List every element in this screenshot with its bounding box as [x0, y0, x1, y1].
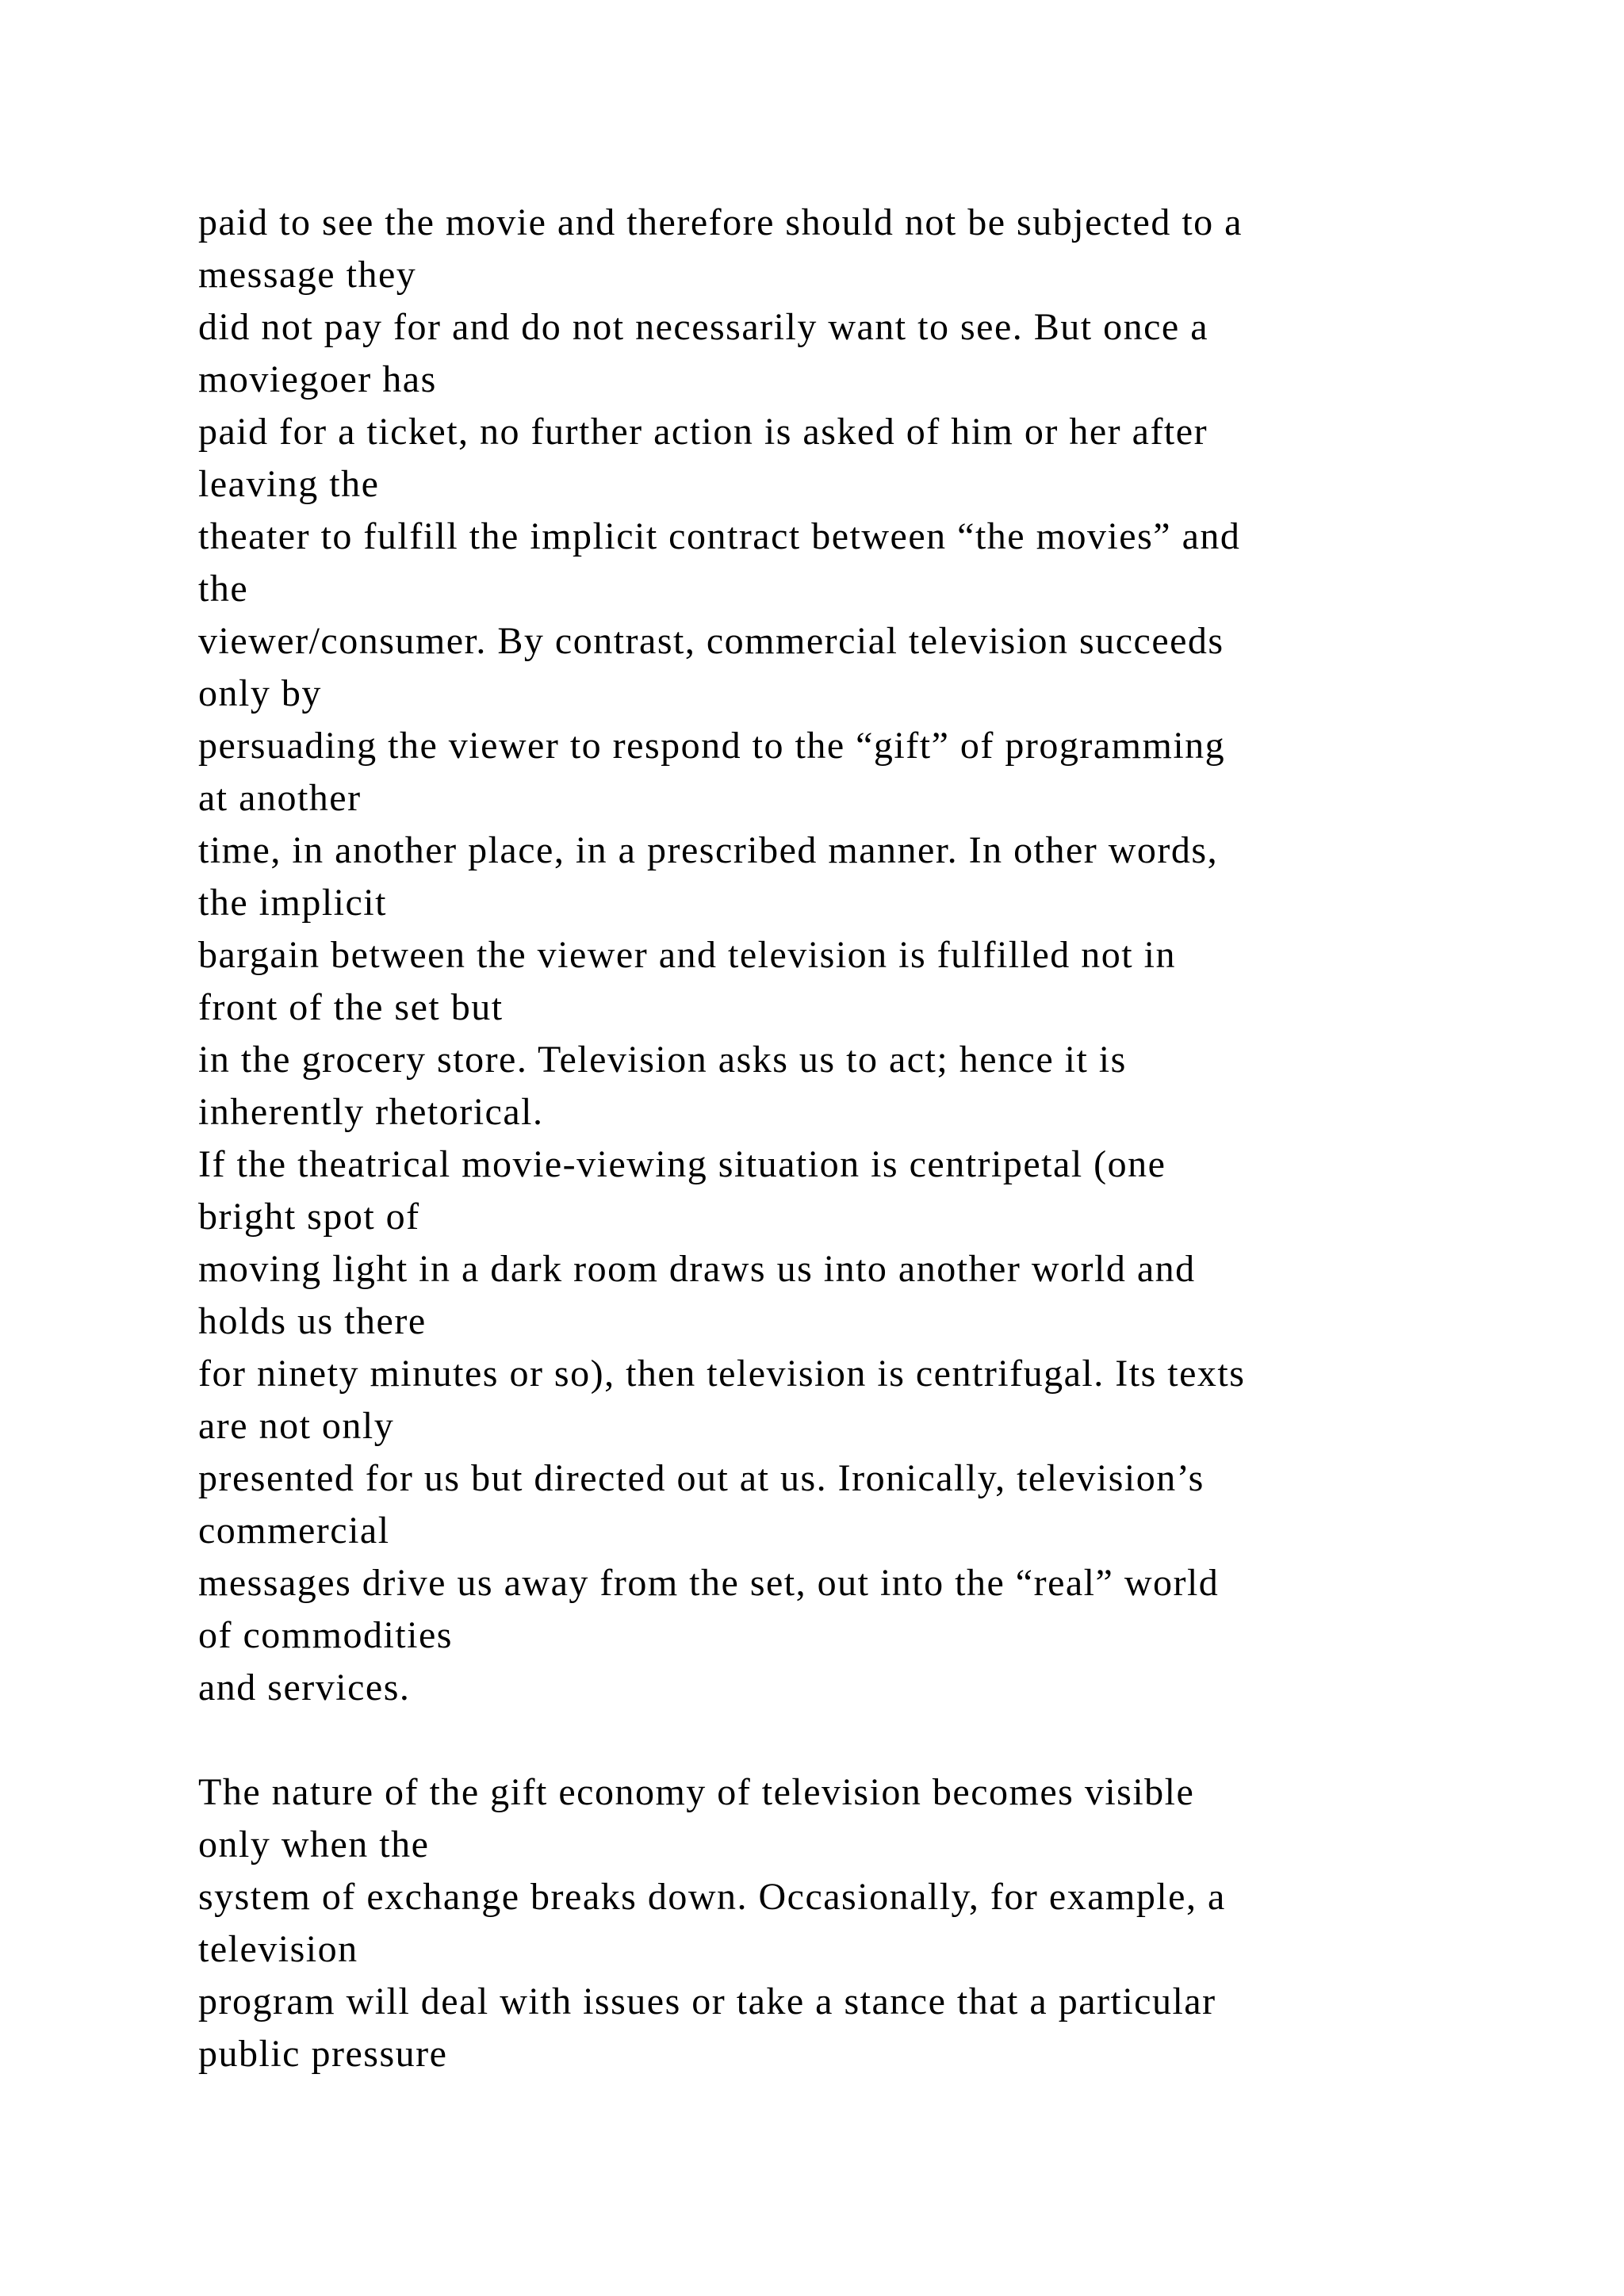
text-line: leaving the — [198, 463, 380, 505]
paragraph-break — [198, 1714, 1435, 1766]
text-line: of commodities — [198, 1614, 453, 1656]
text-line: television — [198, 1928, 358, 1970]
text-line: paid to see the movie and therefore should not be subjected to a — [198, 201, 1243, 243]
text-line: for ninety minutes or so), then television is centrifugal. Its texts — [198, 1353, 1246, 1395]
text-line: did not pay for and do not necessarily want to see. But once a — [198, 306, 1209, 348]
text-line: only when the — [198, 1823, 430, 1866]
text-line: in the grocery store. Television asks us to act; hence it is — [198, 1039, 1127, 1081]
text-line: messages drive us away from the set, out into the “real” world — [198, 1562, 1220, 1604]
text-line: presented for us but directed out at us. Ironically, television’s — [198, 1457, 1205, 1499]
text-line: at another — [198, 777, 362, 819]
text-line: If the theatrical movie-viewing situation is centripetal (one — [198, 1143, 1166, 1185]
text-line: viewer/consumer. By contrast, commercial television succeeds — [198, 620, 1224, 662]
text-line: message they — [198, 254, 417, 296]
text-line: are not only — [198, 1405, 395, 1447]
text-line: moviegoer has — [198, 358, 437, 400]
document-text — [198, 197, 1435, 2080]
text-line: inherently rhetorical. — [198, 1091, 544, 1133]
paragraph — [198, 1766, 1435, 2080]
text-line: persuading the viewer to respond to the “gift” of programming — [198, 725, 1226, 767]
text-line: The nature of the gift economy of television becomes visible — [198, 1771, 1195, 1813]
text-line: the — [198, 568, 249, 610]
text-line: commercial — [198, 1510, 390, 1552]
paragraph — [198, 197, 1435, 1714]
text-line: holds us there — [198, 1300, 427, 1342]
text-line: and services. — [198, 1667, 411, 1709]
text-line: time, in another place, in a prescribed manner. In other words, — [198, 829, 1219, 871]
text-line: bright spot of — [198, 1196, 420, 1238]
text-line: moving light in a dark room draws us into another world and — [198, 1248, 1196, 1290]
text-line: the implicit — [198, 882, 387, 924]
text-line: bargain between the viewer and television is fulfilled not in — [198, 934, 1176, 976]
text-line: system of exchange breaks down. Occasionally, for example, a — [198, 1876, 1226, 1918]
text-line: program will deal with issues or take a stance that a particular — [198, 1980, 1216, 2022]
text-line: front of the set but — [198, 986, 504, 1028]
text-line: only by — [198, 672, 322, 714]
text-line: paid for a ticket, no further action is asked of him or her after — [198, 411, 1208, 453]
text-line: theater to fulfill the implicit contract between “the movies” and — [198, 515, 1241, 557]
text-line: public pressure — [198, 2033, 448, 2075]
